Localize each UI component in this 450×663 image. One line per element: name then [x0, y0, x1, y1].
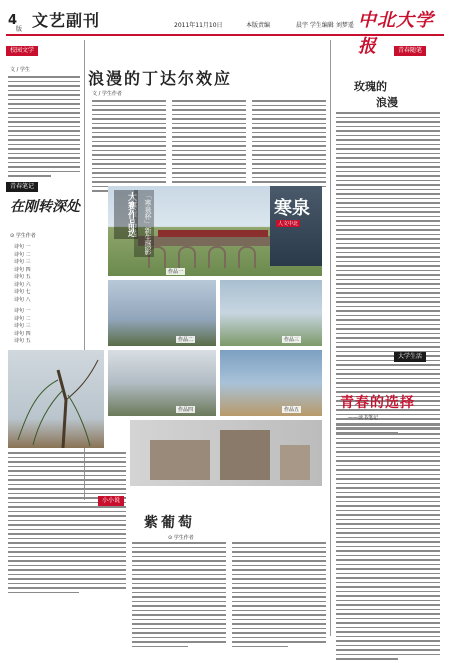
- contest-title-vertical: 大赛作品选: [114, 190, 138, 239]
- photo-small-3: [108, 350, 216, 416]
- right-essay-title-b: 浪漫: [376, 96, 398, 109]
- poem-block-1: [14, 244, 82, 304]
- poem-line: 诗句 七: [14, 289, 31, 295]
- section-title: 文艺副刊: [32, 11, 101, 30]
- tag-bottom-mid: 小小说: [98, 496, 124, 506]
- tag-right-top: 青春随笔: [394, 46, 426, 56]
- poem-line: 诗句 二: [14, 315, 31, 322]
- main-body-col1: [92, 100, 166, 195]
- caption-4: 作品五: [284, 407, 300, 413]
- main-body-col2: [172, 100, 246, 195]
- photo-small-4: [220, 350, 322, 416]
- poem-line: 诗句 四: [14, 330, 31, 337]
- tag-left-mid: 青春笔记: [6, 182, 38, 192]
- poem-line: 诗句 三: [14, 259, 31, 265]
- main-article-author: 文 / 学生作者: [92, 91, 122, 97]
- main-article-title: 浪漫的丁达尔效应: [88, 69, 233, 88]
- right-book-title: 青春的选择: [340, 395, 415, 411]
- contest-subtitle-vertical: 「寒泉杯」新生摄影: [134, 190, 154, 257]
- poem-line: 诗句 四: [14, 266, 31, 273]
- page-number: 4: [8, 13, 18, 28]
- editor-dept: 本版责编: [246, 22, 271, 29]
- page-ban-label: 版: [16, 26, 23, 33]
- grape-body-col1: [132, 542, 226, 650]
- caption-1: 作品二: [178, 337, 194, 343]
- right-book-body: [336, 424, 440, 663]
- grape-body-col2: [232, 542, 326, 650]
- left-poem-title: 在刚转深处: [10, 199, 80, 215]
- train-shape: [158, 230, 268, 237]
- arch-shape: [178, 246, 196, 268]
- hotspring-sub: 人文中北: [278, 221, 299, 227]
- newspaper-logo: 中北大学报: [358, 10, 434, 57]
- poem-line: 诗句 六: [14, 281, 31, 288]
- poem-line: 诗句 三: [14, 323, 31, 329]
- tag-left-top: 校园文学: [6, 46, 38, 56]
- poem-line: 诗句 二: [14, 251, 31, 258]
- column-divider: [330, 40, 331, 636]
- photo-small-1: [108, 280, 216, 346]
- main-body-col3: [252, 100, 326, 195]
- left-poem-author: ⊙ 学生作者: [10, 233, 36, 239]
- right-essay-body: [336, 112, 440, 436]
- poem-block-2: [14, 308, 82, 346]
- caption-2: 作品三: [284, 337, 300, 343]
- photo-small-2: [220, 280, 322, 346]
- grape-story-title: 紫葡萄: [144, 515, 195, 531]
- right-essay-title-a: 玫瑰的: [354, 80, 387, 93]
- poem-line: 诗句 一: [14, 244, 31, 250]
- arch-shape: [238, 246, 256, 268]
- poem-line: 诗句 八: [14, 296, 31, 303]
- photo-tree: [8, 350, 104, 448]
- left-author: 文 / 学生: [10, 67, 30, 73]
- grape-story-author: ⊙ 学生作者: [168, 535, 194, 541]
- poem-line: 诗句 五: [14, 274, 31, 280]
- issue-date: 2011年11月10日: [174, 22, 223, 29]
- editor-names: 晨宇 学生编辑 刘梦遥: [296, 22, 354, 29]
- tag-right-mid: 大学生活: [394, 352, 426, 362]
- poem-line: 诗句 一: [14, 308, 31, 314]
- photo-grape-building: [130, 420, 322, 486]
- poem-line: 诗句 五: [14, 338, 31, 344]
- caption-main: 作品一: [168, 269, 184, 275]
- hotspring-badge: [270, 186, 322, 266]
- right-book-sub: ——读书笔记: [348, 415, 379, 421]
- arch-shape: [208, 246, 226, 268]
- building-illustration: [130, 420, 322, 486]
- tree-illustration: [8, 350, 104, 448]
- left-article-body: [8, 76, 80, 180]
- hotspring-label: 寒泉: [274, 198, 310, 219]
- caption-3: 作品四: [178, 407, 194, 413]
- left-bottom-body: [8, 452, 126, 596]
